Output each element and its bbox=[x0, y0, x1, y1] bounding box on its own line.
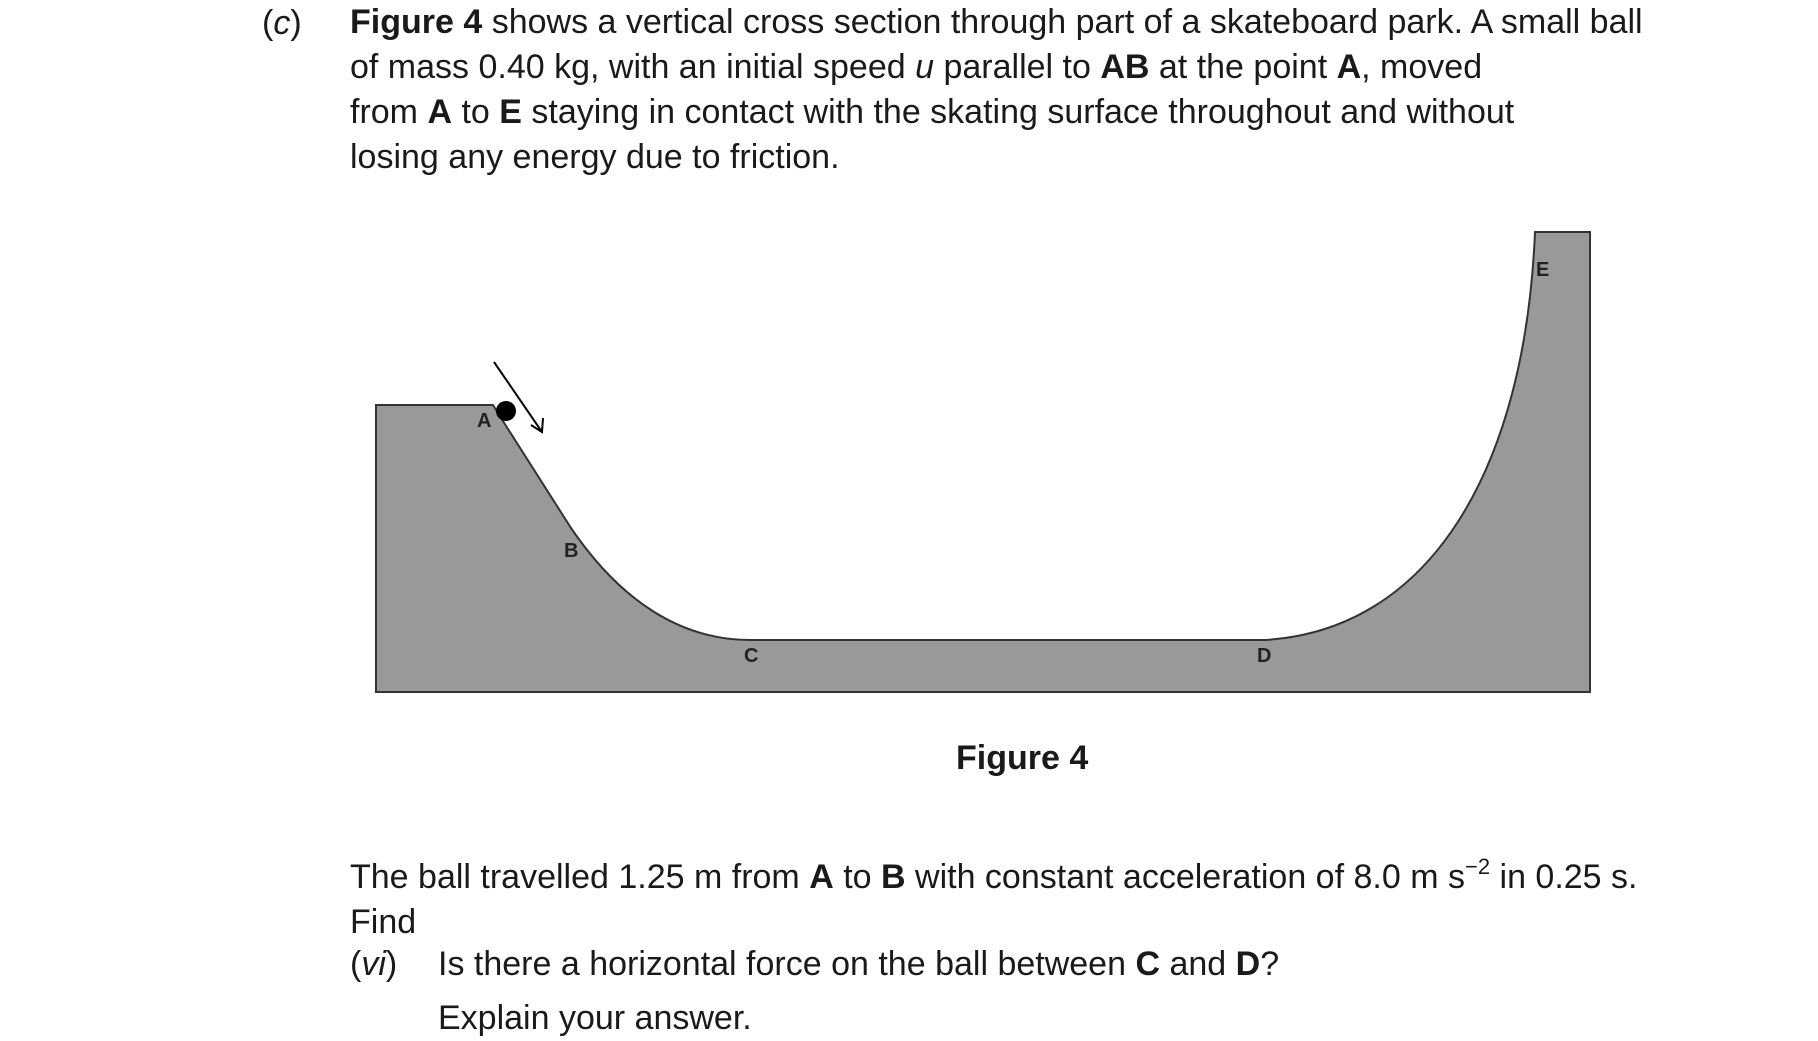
intro-text: parallel to bbox=[934, 48, 1101, 86]
point-label-c: C bbox=[744, 645, 759, 667]
point-label: AB bbox=[1100, 48, 1150, 86]
point-label-a: A bbox=[477, 410, 492, 432]
speed-symbol: u bbox=[915, 48, 935, 86]
stem-text: The ball travelled 1.25 m from bbox=[350, 858, 810, 896]
subpart-label bbox=[350, 942, 397, 987]
stem-text: with constant acceleration of 8.0 m s bbox=[905, 858, 1465, 896]
question-text: ? bbox=[1260, 945, 1280, 983]
skating-surface bbox=[376, 232, 1590, 692]
question-text: and bbox=[1160, 945, 1236, 983]
point-label: D bbox=[1235, 945, 1261, 983]
figure-caption: Figure 4 bbox=[956, 739, 1089, 777]
point-label-d: D bbox=[1257, 645, 1272, 667]
point-label: A bbox=[1336, 48, 1362, 86]
point-label: E bbox=[499, 93, 522, 131]
intro-text: losing any energy due to friction. bbox=[350, 138, 840, 176]
intro-text: from bbox=[350, 93, 428, 131]
explain-instruction: Explain your answer. bbox=[438, 999, 752, 1037]
point-label: A bbox=[427, 93, 453, 131]
part-open: ( bbox=[262, 4, 274, 42]
intro-text: shows a vertical cross section through part of a skateboard park. A small ball bbox=[482, 3, 1643, 41]
intro-text: at the point bbox=[1149, 48, 1337, 86]
intro-text: staying in contact with the skating surface throughout and without bbox=[521, 93, 1515, 131]
stem-text: in 0.25 s. bbox=[1490, 858, 1638, 896]
point-label-b: B bbox=[564, 540, 579, 562]
question-stem bbox=[350, 855, 1637, 900]
intro-text: , moved bbox=[1361, 48, 1483, 86]
subpart-question bbox=[438, 942, 1279, 987]
point-label-e: E bbox=[1536, 259, 1550, 281]
exponent: −2 bbox=[1464, 853, 1491, 879]
stem-text: to bbox=[833, 858, 882, 896]
subpart-open: ( bbox=[350, 945, 362, 983]
part-close: ) bbox=[290, 4, 302, 42]
ball bbox=[496, 401, 516, 421]
subpart-close: ) bbox=[385, 945, 398, 983]
figure-ref: Figure 4 bbox=[350, 3, 483, 41]
intro-text: to bbox=[452, 93, 500, 131]
question-text: Is there a horizontal force on the ball between bbox=[438, 945, 1136, 983]
point-label: C bbox=[1135, 945, 1160, 983]
subpart-numeral: vi bbox=[361, 945, 386, 983]
find-label: Find bbox=[350, 903, 417, 941]
point-label: A bbox=[809, 858, 834, 896]
intro-text: of mass 0.40 kg, with an initial speed bbox=[350, 48, 916, 86]
point-label: B bbox=[881, 858, 906, 896]
part-letter: c bbox=[273, 4, 291, 42]
